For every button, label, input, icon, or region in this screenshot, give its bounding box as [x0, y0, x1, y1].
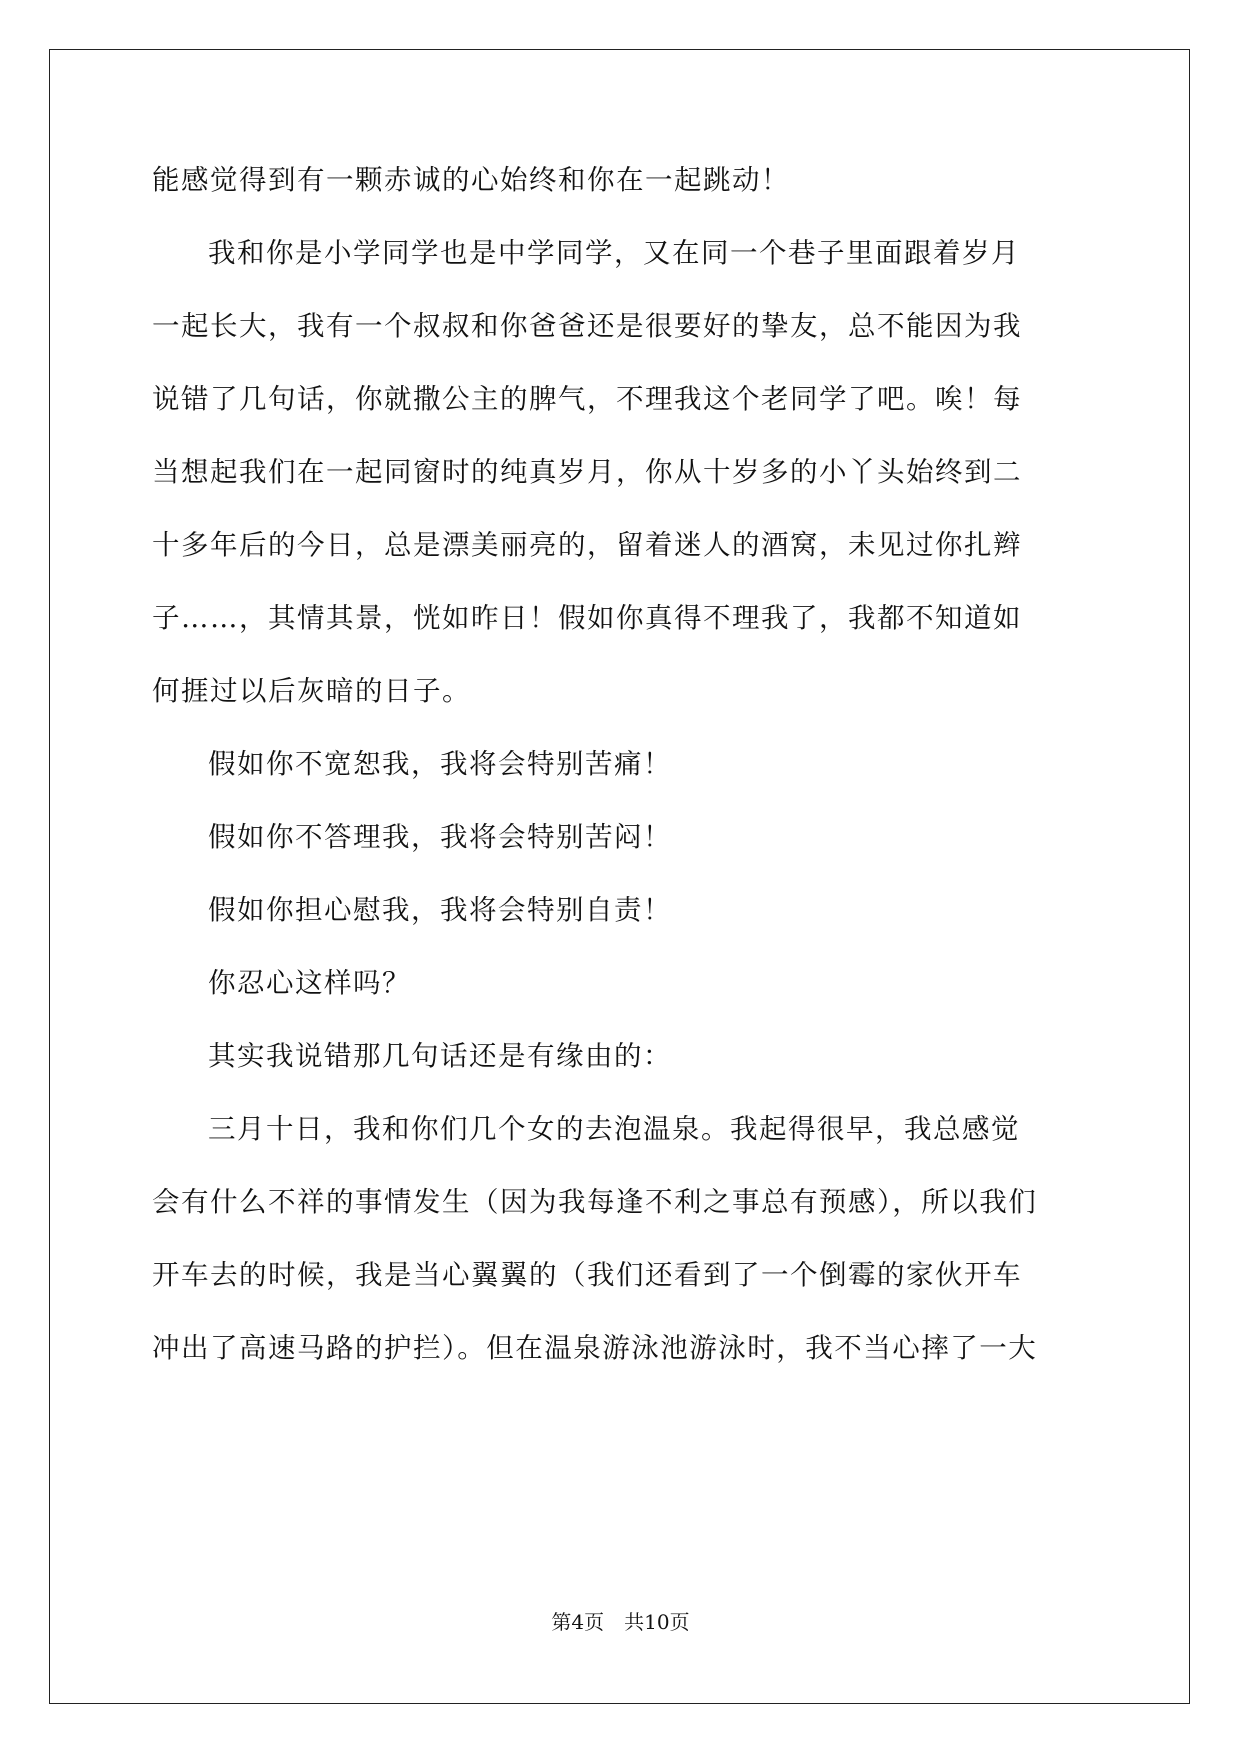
page-number: 第4页 共10页: [551, 1610, 690, 1634]
text-line: 开车去的时候，我是当心翼翼的（我们还看到了一个倒霉的家伙开车: [152, 1259, 1022, 1291]
text-line: 其实我说错那几句话还是有缘由的：: [208, 1040, 672, 1072]
text-line: 假如你不宽恕我，我将会特别苦痛！: [208, 748, 672, 780]
text-line: 假如你不答理我，我将会特别苦闷！: [208, 821, 672, 853]
text-line: 说错了几句话，你就撒公主的脾气，不理我这个老同学了吧。唉！每: [152, 383, 1022, 415]
text-line: 冲出了高速马路的护拦）。但在温泉游泳池游泳时，我不当心摔了一大: [152, 1332, 1038, 1364]
text-line: 当想起我们在一起同窗时的纯真岁月，你从十岁多的小丫头始终到二: [152, 456, 1022, 488]
text-line: 三月十日，我和你们几个女的去泡温泉。我起得很早，我总感觉: [208, 1113, 1020, 1145]
text-line: 十多年后的今日，总是漂美丽亮的，留着迷人的酒窝，未见过你扎辫: [152, 529, 1022, 561]
text-line: 何捱过以后灰暗的日子。: [152, 675, 471, 707]
text-line: 一起长大，我有一个叔叔和你爸爸还是很要好的挚友，总不能因为我: [152, 310, 1022, 342]
text-line: 你忍心这样吗？: [208, 967, 411, 999]
text-line: 能感觉得到有一颗赤诚的心始终和你在一起跳动！: [152, 164, 790, 196]
text-line: 子……，其情其景，恍如昨日！假如你真得不理我了，我都不知道如: [152, 602, 1022, 634]
page-border: [49, 49, 1190, 1704]
text-line: 我和你是小学同学也是中学同学，又在同一个巷子里面跟着岁月: [208, 237, 1020, 269]
text-line: 假如你担心慰我，我将会特别自责！: [208, 894, 672, 926]
text-line: 会有什么不祥的事情发生（因为我每逢不利之事总有预感），所以我们: [152, 1186, 1038, 1218]
